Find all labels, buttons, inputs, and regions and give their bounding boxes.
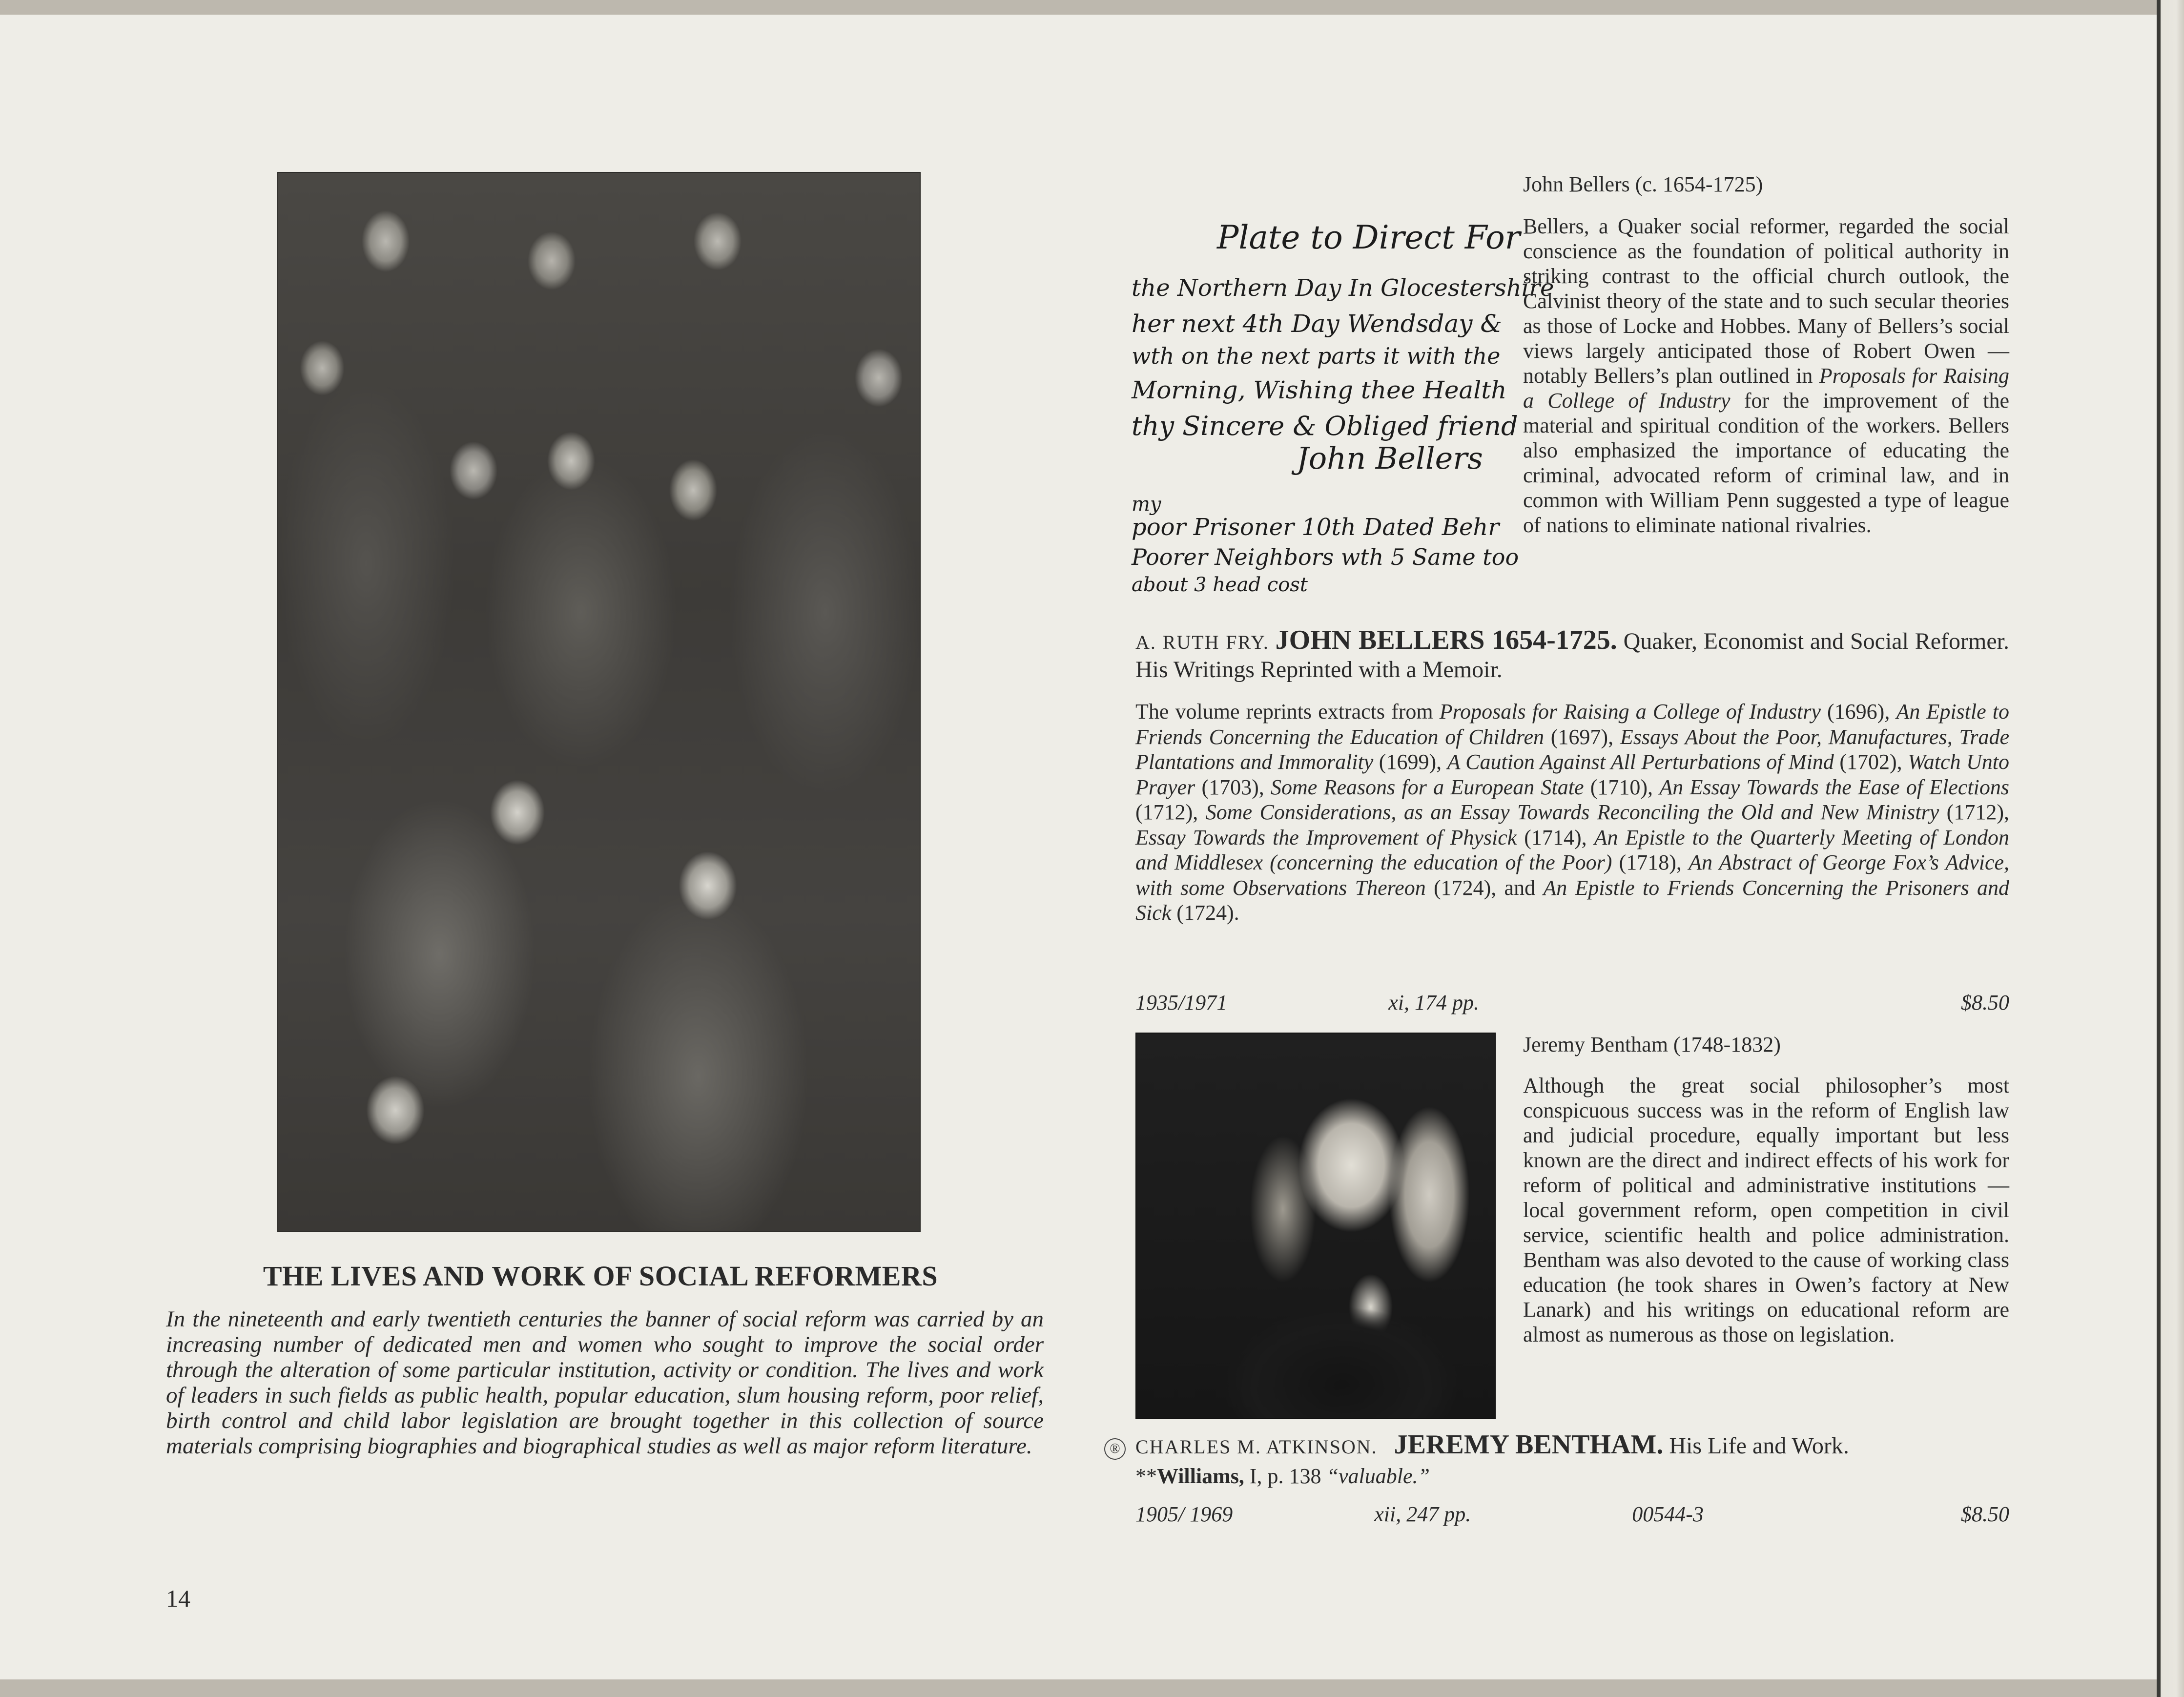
bellers-price: $8.50 — [1961, 991, 2009, 1014]
bentham-entry-subtitle: His Life and Work. — [1669, 1433, 1849, 1459]
contents-title: Proposals for Raising a College of Industry — [1439, 700, 1821, 724]
handwriting-line: poor Prisoner 10th Dated Behr — [1132, 514, 1500, 541]
handwriting-line: the Northern Day In Glocestershire — [1132, 274, 1554, 302]
handwriting-line: Plate to Direct For — [1217, 219, 1521, 256]
child-miners-photo — [277, 172, 921, 1232]
contents-text: (1699), — [1373, 750, 1447, 774]
reference-quote: “valuable.” — [1326, 1464, 1430, 1488]
contents-text: (1697), — [1544, 724, 1620, 749]
bellers-pages: xi, 174 pp. — [1388, 991, 1479, 1014]
bentham-registered-mark: ® — [1104, 1438, 1126, 1460]
contents-title: Some Considerations, as an Essay Towards Reconciling the Old and New Ministry — [1205, 800, 1939, 824]
bentham-price: $8.50 — [1961, 1502, 2009, 1526]
bellers-name-dates: John Bellers (c. 1654-1725) — [1523, 172, 1763, 196]
page-edge — [2157, 0, 2184, 1697]
contents-text: (1724). — [1171, 901, 1239, 925]
contents-text: (1718), — [1612, 850, 1689, 874]
contents-title: An Epistle to Friends Concerning the Education of Children — [1135, 700, 2010, 749]
contents-title: Some Reasons for a European State — [1271, 775, 1584, 799]
bentham-pages: xii, 247 pp. — [1374, 1502, 1471, 1526]
bentham-entry-author: CHARLES M. ATKINSON. — [1135, 1436, 1378, 1458]
contents-text: (1702), — [1834, 750, 1908, 774]
contents-text: (1724), and — [1425, 875, 1544, 900]
contents-title: An Essay Towards the Ease of Elections — [1659, 775, 2010, 799]
contents-title: An Abstract of George Fox’s Advice, with some Observations Thereon — [1135, 850, 2010, 900]
bentham-name-dates: Jeremy Bentham (1748-1832) — [1523, 1033, 1781, 1056]
reference-author: Williams, — [1157, 1464, 1244, 1488]
reference-stars: ** — [1135, 1464, 1157, 1488]
contents-title: Essays About the Poor, Manufactures, Trade Plantations and Immorality — [1135, 724, 2010, 774]
bellers-catalog-entry — [1135, 626, 2009, 683]
bellers-years: 1935/1971 — [1135, 991, 1228, 1014]
bellers-contents — [1135, 699, 2009, 926]
page-number: 14 — [166, 1585, 190, 1612]
bellers-pub-info — [1135, 990, 2009, 1015]
contents-title: An Epistle to Friends Concerning the Prisoners and Sick — [1135, 875, 2010, 925]
contents-text: (1696), — [1820, 700, 1896, 724]
handwriting-line: about 3 head cost — [1132, 574, 1308, 596]
contents-text: (1703), — [1195, 775, 1271, 799]
bentham-entry-title: JEREMY BENTHAM. — [1394, 1429, 1664, 1460]
handwriting-line: John Bellers — [1297, 440, 1483, 476]
handwriting-line: thy Sincere & Obliged friend — [1132, 411, 1518, 441]
bentham-years: 1905/ 1969 — [1135, 1502, 1233, 1526]
contents-text: (1710), — [1584, 775, 1660, 799]
bellers-bio-text: for the improvement of the material and spiritual condition of the workers. Bellers also emphasized the importance of educating the criminal, advocated reform of criminal law, and in common with William Penn suggested a type of league of nations to eliminate national rivalries. — [1523, 389, 2010, 537]
bentham-portrait — [1135, 1033, 1496, 1419]
contents-text: (1714), — [1517, 825, 1594, 849]
contents-text: (1712), — [1135, 800, 1206, 824]
section-heading: THE LIVES AND WORK OF SOCIAL REFORMERS — [263, 1260, 938, 1292]
contents-title: An Epistle to the Quarterly Meeting of London and Middlesex (concerning the education of the Poor) — [1135, 825, 2009, 874]
bellers-entry-subtitle: Quaker, Economist and Social Reformer. His Writings Reprinted with a Memoir. — [1135, 628, 2010, 683]
bentham-reference — [1135, 1464, 1430, 1489]
contents-title: Watch Unto Prayer — [1135, 750, 2009, 799]
handwriting-line: Poorer Neighbors wth 5 Same too — [1132, 544, 1519, 570]
handwriting-line: Morning, Wishing thee Health — [1132, 376, 1507, 404]
bentham-pub-info — [1135, 1502, 2009, 1527]
handwriting-line: my — [1132, 493, 1161, 516]
reference-page: I, p. 138 — [1244, 1464, 1327, 1488]
bellers-handwritten-letter — [1132, 214, 1554, 604]
bentham-catalog-entry — [1135, 1429, 1849, 1460]
bentham-bio: Although the great social philosopher’s most conspicuous success was in the reform of English law and judicial procedure, equally important but less known are the direct and indirect effects of his work for reform of political and administrative institutions — local government reform, open competition in civil service, scientific health and police administration. Bentham was also devoted to the cause of working class education (he took shares in Owen’s factory at New Lanark) and his writings on educational reform are almost as numerous as those on legislation. — [1523, 1074, 2009, 1346]
contents-title: Essay Towards the Improvement of Physick — [1135, 825, 1517, 849]
contents-text: The volume reprints extracts from — [1135, 700, 1440, 724]
contents-title: A Caution Against All Perturbations of Mind — [1447, 750, 1834, 774]
bentham-code: 00544-3 — [1632, 1502, 1704, 1526]
bellers-entry-title: JOHN BELLERS 1654-1725. — [1275, 625, 1617, 655]
bellers-bio — [1523, 214, 2009, 538]
handwriting-line: her next 4th Day Wendsday & — [1132, 310, 1502, 338]
bellers-entry-author: A. RUTH FRY. — [1135, 631, 1269, 653]
bellers-bio-work-title: Proposals for Raising a College of Industry — [1523, 364, 2010, 413]
section-caption: In the nineteenth and early twentieth centuries the banner of social reform was carried by an increasing number of dedicated men and women who sought to improve the social order through the alteration of some particular institution, activity or condition. The lives and work of leaders in such fields as public health, popular education, slum housing reform, poor relief, birth control and child labor legislation are brought together in this collection of source materials comprising biographies and biographical studies as well as major reform literature. — [166, 1306, 1044, 1459]
handwriting-line: wth on the next parts it with the — [1132, 343, 1501, 369]
bellers-bio-text: Bellers, a Quaker social reformer, regarded the social conscience as the foundation of political authority in striking contrast to the official church outlook, the Calvinist theory of the state and to such secular theories as those of Locke and Hobbes. Many of Bellers’s social views largely anticipated those of Robert Owen — notably Bellers’s plan outlined in — [1523, 214, 2009, 388]
contents-text: (1712), — [1939, 800, 2009, 824]
